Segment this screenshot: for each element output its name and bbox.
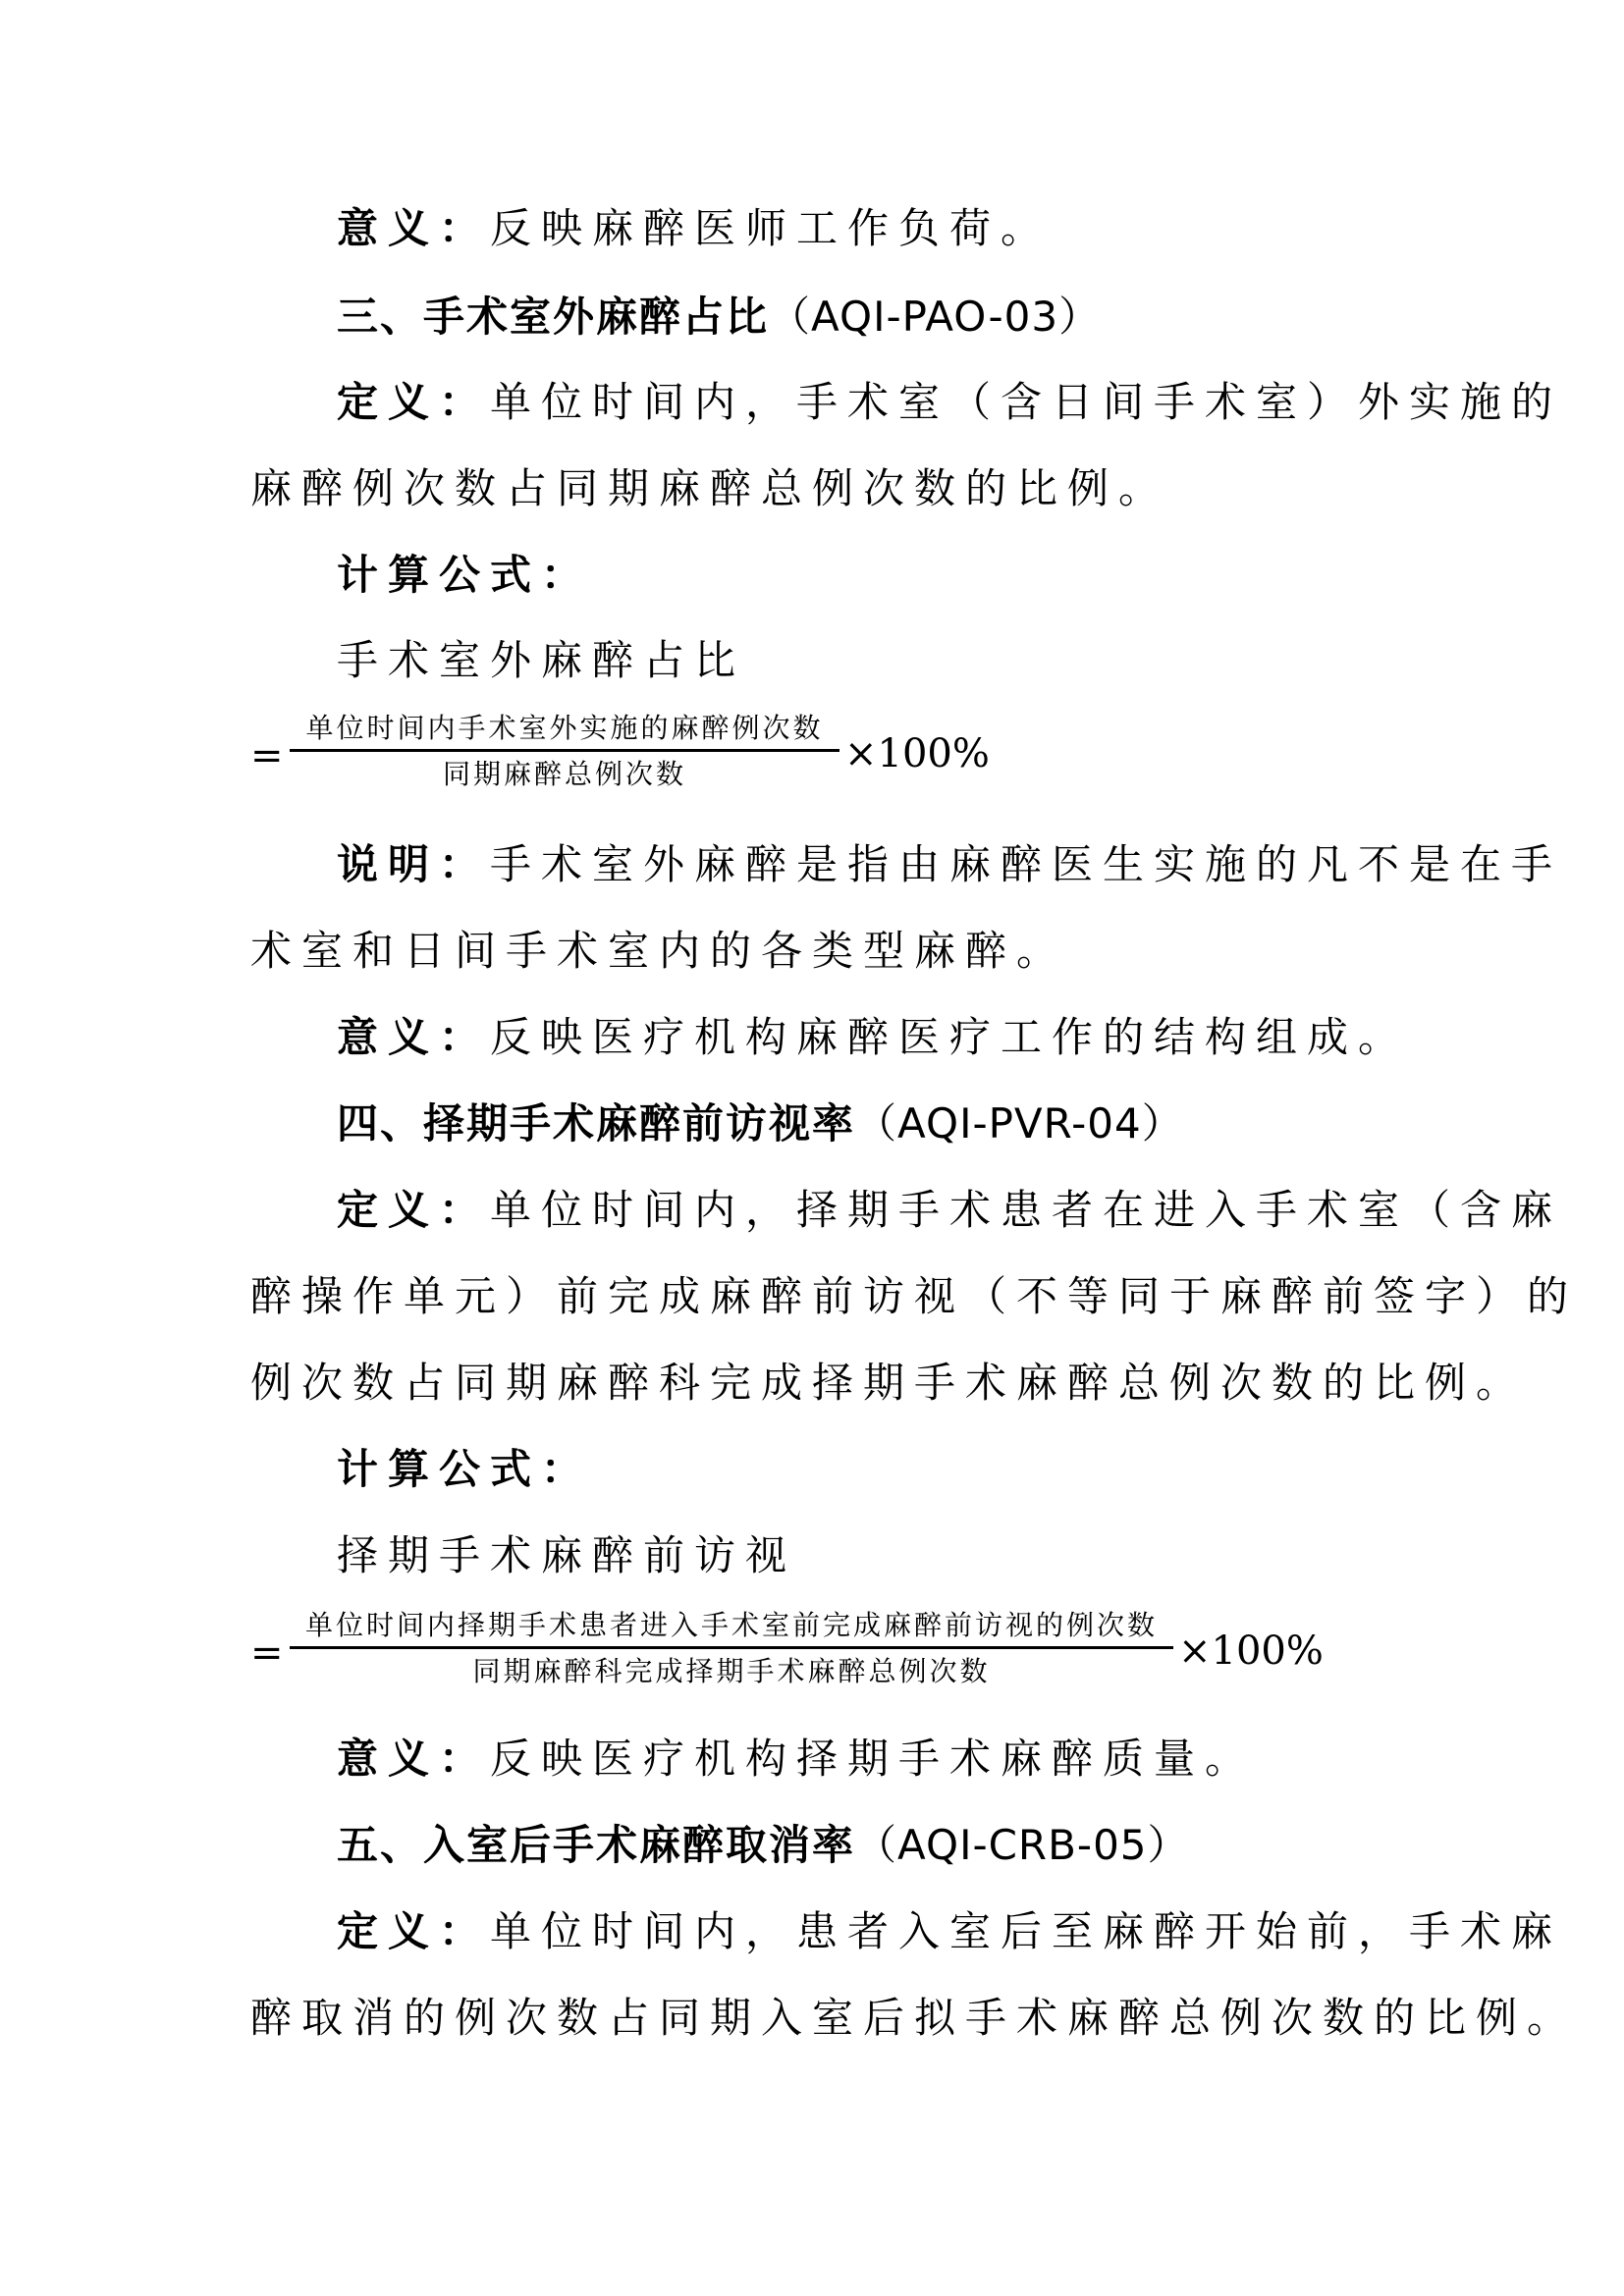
meaning-paragraph-4 <box>337 1732 1256 1787</box>
fraction-bar <box>290 1646 1173 1649</box>
definition-text: 单位时间内，择期手术患者在进入手术室（含麻 <box>490 1186 1563 1234</box>
fraction <box>290 709 839 794</box>
multiplier: ×100% <box>1178 1629 1324 1674</box>
definition-paragraph-3 <box>337 375 1562 430</box>
definition-continuation: 例次数占同期麻醉科完成择期手术麻醉总例次数的比例。 <box>250 1359 1528 1407</box>
meaning-label: 意义： <box>337 1735 491 1783</box>
denominator: 同期麻醉科完成择期手术麻醉总例次数 <box>472 1655 991 1687</box>
meaning-text: 反映麻醉医师工作负荷。 <box>490 204 1053 252</box>
meaning-paragraph-2 <box>337 201 1052 256</box>
formula-lhs: 择期手术麻醉前访视 <box>337 1531 797 1579</box>
meaning-label: 意义： <box>337 204 491 252</box>
meaning-paragraph-3 <box>337 1010 1409 1065</box>
definition-label: 定义： <box>337 378 491 426</box>
definition-label: 定义： <box>337 1907 491 1955</box>
meaning-text: 反映医疗机构择期手术麻醉质量。 <box>490 1735 1257 1783</box>
explanation-label: 说明： <box>337 840 491 888</box>
fraction-bar <box>290 749 839 752</box>
definition-label: 定义： <box>337 1186 491 1234</box>
definition-continuation: 醉操作单元）前完成麻醉前访视（不等同于麻醉前签字）的 <box>250 1272 1579 1320</box>
formula-lhs: 手术室外麻醉占比 <box>337 636 746 684</box>
explanation-text: 手术室外麻醉是指由麻醉医生实施的凡不是在手 <box>490 840 1563 888</box>
definition-text: 单位时间内，患者入室后至麻醉开始前，手术麻 <box>490 1907 1563 1955</box>
numerator: 单位时间内择期手术患者进入手术室前完成麻醉前访视的例次数 <box>304 1609 1158 1641</box>
denominator: 同期麻醉总例次数 <box>442 758 686 790</box>
section-code: （AQI-PVR-04） <box>855 1099 1184 1148</box>
section-heading-4 <box>337 1096 1184 1151</box>
numerator: 单位时间内手术室外实施的麻醉例次数 <box>305 712 824 744</box>
meaning-label: 意义： <box>337 1013 491 1061</box>
definition-paragraph-4 <box>337 1183 1562 1238</box>
definition-text: 单位时间内，手术室（含日间手术室）外实施的 <box>490 378 1563 426</box>
explanation-paragraph <box>337 837 1562 892</box>
section-code: （AQI-CRB-05） <box>855 1821 1190 1869</box>
section-code: （AQI-PAO-03） <box>769 293 1102 341</box>
multiplier: ×100% <box>844 731 990 776</box>
fraction <box>290 1606 1173 1691</box>
formula-label: 计算公式： <box>337 551 593 599</box>
definition-continuation: 醉取消的例次数占同期入室后拟手术麻醉总例次数的比例。 <box>250 1994 1579 2042</box>
section-heading-5 <box>337 1818 1190 1873</box>
section-title: 五、入室后手术麻醉取消率 <box>337 1821 856 1869</box>
equals-sign: = <box>250 733 284 778</box>
definition-paragraph-5 <box>337 1904 1562 1959</box>
equals-sign: = <box>250 1630 284 1676</box>
section-title: 四、择期手术麻醉前访视率 <box>337 1099 856 1148</box>
formula-label: 计算公式： <box>337 1445 593 1493</box>
explanation-continuation: 术室和日间手术室内的各类型麻醉。 <box>250 927 1068 975</box>
section-heading-3 <box>337 290 1101 345</box>
meaning-text: 反映医疗机构麻醉医疗工作的结构组成。 <box>490 1013 1410 1061</box>
section-title: 三、手术室外麻醉占比 <box>337 293 770 341</box>
definition-continuation: 麻醉例次数占同期麻醉总例次数的比例。 <box>250 464 1170 512</box>
